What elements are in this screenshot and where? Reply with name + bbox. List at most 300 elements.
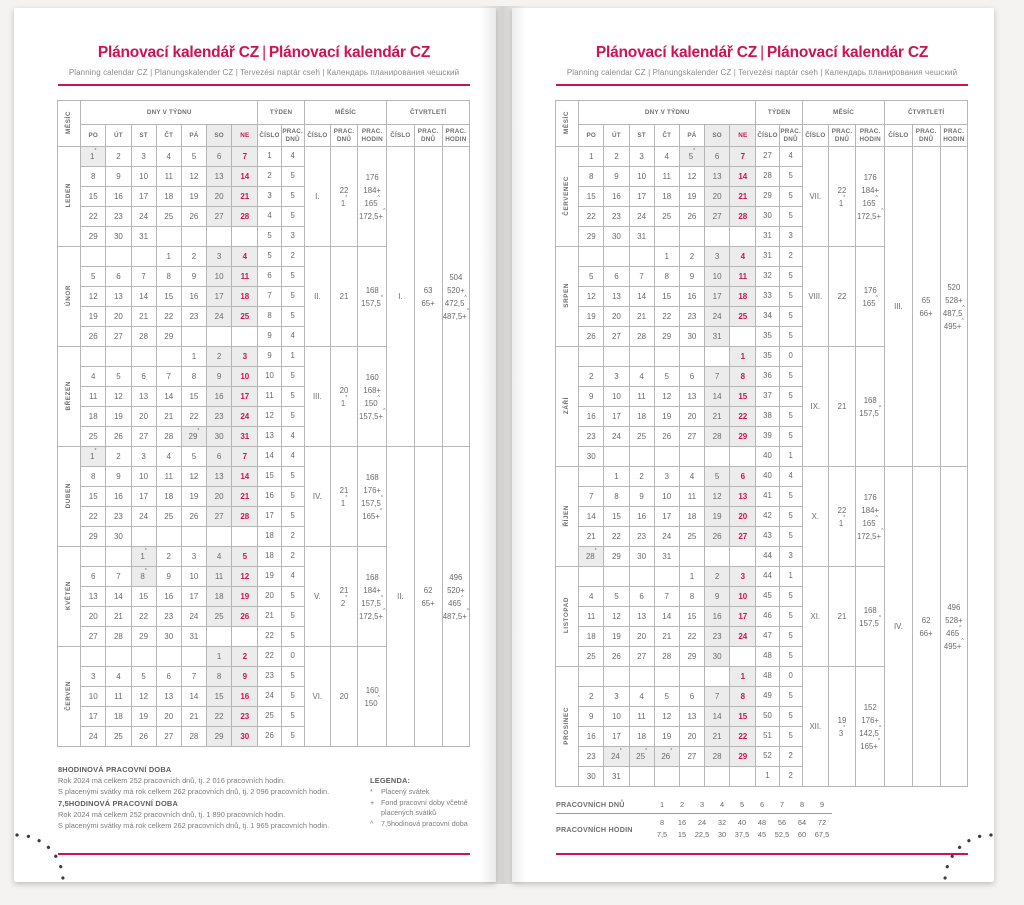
day-cell: 19 — [604, 627, 629, 647]
worktime-texts — [58, 762, 358, 830]
week-number-cell: 35 — [756, 347, 779, 367]
day-cell: 12 — [654, 707, 679, 727]
day-cell: 14 — [181, 687, 206, 707]
day-cell: 7 — [156, 367, 181, 387]
title-rule — [58, 84, 470, 86]
day-cell — [131, 527, 156, 547]
day-cell — [579, 667, 604, 687]
worktime-8h-title: 8HODINOVÁ PRACOVNÍ DOBA — [58, 765, 172, 774]
day-cell: 30 — [156, 627, 181, 647]
day-cell: 23 — [604, 207, 629, 227]
week-workdays-cell: 5 — [779, 207, 802, 227]
day-cell: 23 — [156, 607, 181, 627]
day-cell: 9 — [629, 487, 654, 507]
day-cell: 24* — [604, 747, 629, 767]
day-cell: 8 — [181, 367, 206, 387]
week-number-cell: 17 — [258, 507, 281, 527]
day-cell: 23 — [629, 527, 654, 547]
day-cell: 27 — [730, 527, 756, 547]
quarter-hours-cell: 504 520+ 472,5^ 487,5+^ — [442, 147, 469, 447]
day-cell: 19 — [579, 307, 604, 327]
day-cell — [106, 247, 131, 267]
day-cell: 31 — [131, 227, 156, 247]
quarter-hours-cell: 520 528+ 487,5^ 495+^ — [940, 147, 967, 467]
day-cell: 10 — [705, 267, 730, 287]
quarter-number-cell: I. — [387, 147, 414, 447]
day-cell: 1 — [604, 467, 629, 487]
day-header-ST: ST — [131, 125, 156, 147]
day-header-NE: NE — [730, 125, 756, 147]
page-header-left — [58, 44, 470, 86]
col-header-month: MĚSÍC — [58, 101, 81, 147]
week-workdays-cell: 5 — [779, 587, 802, 607]
quarter-hours-header: PRAC. HODIN — [442, 125, 469, 147]
week-number-cell: 26 — [258, 727, 281, 747]
day-cell: 10 — [131, 467, 156, 487]
day-cell: 1 — [579, 147, 604, 167]
day-cell — [181, 227, 206, 247]
day-cell — [81, 547, 106, 567]
day-cell: 13 — [730, 487, 756, 507]
month-number-cell: VIII. — [802, 247, 828, 347]
week-workdays-cell: 5 — [779, 707, 802, 727]
day-cell: 26* — [654, 747, 679, 767]
month-number-cell: VI. — [304, 647, 330, 747]
day-cell — [81, 247, 106, 267]
day-cell: 18 — [579, 627, 604, 647]
month-hours-cell: 152 176+ 142,5^ 165+^ — [856, 667, 885, 787]
day-cell: 12 — [705, 487, 730, 507]
day-cell — [106, 347, 131, 367]
week-workdays-cell: 5 — [281, 407, 304, 427]
day-cell — [679, 767, 704, 787]
week-number-cell: 29 — [756, 187, 779, 207]
quarter-workdays-cell: 62 66+ — [912, 467, 940, 787]
day-cell: 11 — [629, 387, 654, 407]
day-cell — [629, 567, 654, 587]
day-cell: 29 — [207, 727, 232, 747]
day-cell: 8 — [579, 167, 604, 187]
day-cell: 13 — [106, 287, 131, 307]
workhours-75h-value: 7,5 — [656, 830, 668, 839]
quarter-number-cell: II. — [387, 447, 414, 747]
week-number-cell: 1 — [756, 767, 779, 787]
day-cell: 31 — [181, 627, 206, 647]
day-cell — [679, 227, 704, 247]
day-cell: 10 — [730, 587, 756, 607]
week-workdays-cell: 4 — [779, 467, 802, 487]
day-cell: 24 — [131, 507, 156, 527]
day-cell: 23 — [679, 307, 704, 327]
day-cell: 5 — [81, 267, 106, 287]
day-cell: 14 — [579, 507, 604, 527]
day-cell — [705, 347, 730, 367]
day-cell: 19 — [232, 587, 258, 607]
quarter-workdays-cell: 63 65+ — [414, 147, 442, 447]
week-number-header: ČÍSLO — [756, 125, 779, 147]
week-number-cell: 48 — [756, 667, 779, 687]
day-cell: 31 — [232, 427, 258, 447]
title-separator: | — [262, 44, 266, 61]
col-header-weekdays: DNY V TÝDNU — [579, 101, 756, 125]
week-workdays-cell: 1 — [779, 567, 802, 587]
day-cell: 6 — [81, 567, 106, 587]
day-cell: 28* — [579, 547, 604, 567]
week-workdays-cell: 4 — [281, 447, 304, 467]
day-cell: 22 — [156, 307, 181, 327]
day-cell — [604, 347, 629, 367]
day-cell: 9 — [705, 587, 730, 607]
day-cell: 7 — [181, 667, 206, 687]
day-cell: 22 — [730, 407, 756, 427]
day-cell: 10 — [629, 167, 654, 187]
week-workdays-cell: 4 — [779, 147, 802, 167]
page-right — [512, 8, 994, 882]
day-cell: 28 — [232, 207, 258, 227]
day-cell — [181, 327, 206, 347]
week-workdays-cell: 5 — [779, 267, 802, 287]
month-name: DUBEN — [58, 447, 81, 547]
day-header-NE: NE — [232, 125, 258, 147]
day-cell: 2 — [232, 647, 258, 667]
week-number-cell: 18 — [258, 547, 281, 567]
week-number-cell: 42 — [756, 507, 779, 527]
day-cell: 15 — [181, 387, 206, 407]
day-cell: 29 — [156, 327, 181, 347]
week-number-cell: 24 — [258, 687, 281, 707]
month-hours-cell: 176 184+ 165^ 172,5+^ — [358, 147, 387, 247]
day-header-ČT: ČT — [156, 125, 181, 147]
day-cell: 8 — [730, 687, 756, 707]
day-cell: 24 — [181, 607, 206, 627]
day-cell: 16 — [579, 727, 604, 747]
day-cell: 5 — [181, 447, 206, 467]
day-cell: 6 — [705, 147, 730, 167]
title-czech: Plánovací kalendář CZ — [97, 44, 260, 61]
day-cell: 12 — [106, 387, 131, 407]
col-header-month-group: MĚSÍC — [802, 101, 885, 125]
day-cell: 19 — [705, 507, 730, 527]
month-name: BŘEZEN — [58, 347, 81, 447]
day-cell — [629, 767, 654, 787]
day-cell: 26 — [579, 327, 604, 347]
week-number-cell: 45 — [756, 587, 779, 607]
week-workdays-cell: 5 — [281, 667, 304, 687]
month-hours-cell: 176 165^ — [856, 247, 885, 347]
day-cell: 6 — [629, 587, 654, 607]
week-workdays-cell: 5 — [779, 487, 802, 507]
day-cell — [232, 527, 258, 547]
day-cell: 30 — [579, 767, 604, 787]
day-cell: 6 — [679, 687, 704, 707]
workdays-count: 4 — [712, 798, 732, 814]
day-cell — [705, 227, 730, 247]
day-cell: 9 — [181, 267, 206, 287]
day-cell: 29 — [131, 627, 156, 647]
day-cell: 3 — [207, 247, 232, 267]
month-workdays-cell: 21 — [828, 567, 855, 667]
week-workdays-cell: 1 — [281, 347, 304, 367]
month-name: ČERVEN — [58, 647, 81, 747]
day-cell: 25* — [629, 747, 654, 767]
day-cell: 17 — [705, 287, 730, 307]
day-cell — [654, 447, 679, 467]
week-workdays-cell: 4 — [281, 427, 304, 447]
day-cell: 17 — [131, 487, 156, 507]
day-cell: 20 — [629, 627, 654, 647]
legend-item — [370, 798, 470, 817]
col-header-quarter: ČTVRTLETÍ — [387, 101, 470, 125]
month-number-cell: XI. — [802, 567, 828, 667]
day-cell: 16 — [156, 587, 181, 607]
month-number-cell: XII. — [802, 667, 828, 787]
week-workdays-cell: 5 — [281, 487, 304, 507]
day-cell: 16 — [106, 487, 131, 507]
day-cell: 26 — [181, 507, 206, 527]
week-row — [58, 447, 470, 467]
workhours-75h-value: 22,5 — [694, 830, 710, 839]
day-cell: 11 — [156, 167, 181, 187]
day-cell: 30 — [579, 447, 604, 467]
day-cell — [579, 347, 604, 367]
day-cell: 2 — [106, 447, 131, 467]
week-workdays-cell: 5 — [779, 527, 802, 547]
day-cell: 16 — [604, 187, 629, 207]
day-cell: 7 — [232, 147, 258, 167]
day-cell: 24 — [705, 307, 730, 327]
week-workdays-cell: 5 — [281, 287, 304, 307]
week-workdays-cell: 2 — [779, 247, 802, 267]
day-cell: 26 — [181, 207, 206, 227]
workdays-count: 8 — [792, 798, 812, 814]
week-number-cell: 50 — [756, 707, 779, 727]
day-cell: 21 — [579, 527, 604, 547]
day-cell — [629, 347, 654, 367]
week-workdays-cell: 5 — [281, 607, 304, 627]
week-number-cell: 18 — [258, 527, 281, 547]
day-cell: 15 — [81, 487, 106, 507]
week-number-cell: 21 — [258, 607, 281, 627]
footer-rule — [58, 853, 470, 855]
legend-text: Placený svátek — [381, 787, 430, 796]
day-cell: 16 — [232, 687, 258, 707]
day-cell: 20 — [207, 187, 232, 207]
week-number-cell: 1 — [258, 147, 281, 167]
day-cell: 14 — [730, 167, 756, 187]
day-cell: 17 — [730, 607, 756, 627]
month-workdays-cell: 21 — [330, 247, 357, 347]
day-cell: 21 — [730, 187, 756, 207]
day-cell — [156, 647, 181, 667]
month-hours-cell: 168 157,5^ — [358, 247, 387, 347]
day-cell: 13 — [679, 707, 704, 727]
day-cell: 23 — [579, 427, 604, 447]
day-cell: 18 — [629, 727, 654, 747]
footer-rule — [556, 853, 968, 855]
day-cell: 10 — [232, 367, 258, 387]
day-cell: 14 — [106, 587, 131, 607]
month-number-cell: IX. — [802, 347, 828, 467]
day-cell: 26 — [81, 327, 106, 347]
day-cell: 24 — [81, 727, 106, 747]
day-cell: 23 — [579, 747, 604, 767]
week-number-cell: 8 — [258, 307, 281, 327]
month-workdays-cell: 21 1* — [330, 447, 357, 547]
week-workdays-cell: 3 — [281, 227, 304, 247]
day-cell — [181, 647, 206, 667]
day-cell: 27 — [106, 327, 131, 347]
workdays-count: 3 — [692, 798, 712, 814]
day-cell: 2 — [705, 567, 730, 587]
day-cell: 22 — [131, 607, 156, 627]
day-cell: 23 — [232, 707, 258, 727]
month-number-cell: II. — [304, 247, 330, 347]
week-number-cell: 22 — [258, 647, 281, 667]
week-number-cell: 16 — [258, 487, 281, 507]
week-workdays-cell: 5 — [779, 407, 802, 427]
workhours-75h-value: 60 — [797, 830, 807, 839]
day-cell: 4 — [156, 147, 181, 167]
day-cell — [106, 547, 131, 567]
day-cell: 16 — [181, 287, 206, 307]
day-cell: 8* — [131, 567, 156, 587]
week-workdays-cell: 5 — [281, 187, 304, 207]
week-number-cell: 46 — [756, 607, 779, 627]
day-cell: 27 — [207, 507, 232, 527]
day-cell: 25 — [232, 307, 258, 327]
day-cell: 6 — [207, 147, 232, 167]
corner-perforation-icon — [924, 812, 994, 882]
week-workdays-cell: 5 — [281, 507, 304, 527]
day-cell — [106, 647, 131, 667]
workdays-count: 9 — [812, 798, 832, 814]
day-cell: 5 — [106, 367, 131, 387]
legend — [370, 762, 470, 830]
week-workdays-cell: 3 — [779, 227, 802, 247]
day-cell: 31 — [629, 227, 654, 247]
day-cell: 22 — [579, 207, 604, 227]
day-cell: 26 — [604, 647, 629, 667]
day-cell: 25 — [207, 607, 232, 627]
day-cell — [131, 247, 156, 267]
week-workdays-cell: 5 — [779, 327, 802, 347]
day-cell: 23 — [207, 407, 232, 427]
month-name: ŘÍJEN — [556, 467, 579, 567]
day-cell: 26 — [131, 727, 156, 747]
month-workdays-cell: 22 1* — [828, 467, 855, 567]
day-cell — [679, 347, 704, 367]
quarter-hours-cell: 496 520+ 465^ 487,5+^ — [442, 447, 469, 747]
week-workdays-cell: 5 — [281, 467, 304, 487]
day-cell: 8 — [654, 267, 679, 287]
day-cell: 29 — [81, 227, 106, 247]
month-name: LEDEN — [58, 147, 81, 247]
week-number-cell: 3 — [258, 187, 281, 207]
day-cell: 7 — [579, 487, 604, 507]
day-cell — [629, 667, 654, 687]
legend-symbol: * — [370, 787, 373, 796]
workdays-count: 7 — [772, 798, 792, 814]
day-header-ST: ST — [629, 125, 654, 147]
day-cell: 18 — [232, 287, 258, 307]
week-number-cell: 27 — [756, 147, 779, 167]
quarter-number-header: ČÍSLO — [387, 125, 414, 147]
week-number-cell: 31 — [756, 247, 779, 267]
week-workdays-cell: 5 — [281, 627, 304, 647]
day-cell: 11 — [629, 707, 654, 727]
day-cell: 20 — [207, 487, 232, 507]
day-cell: 5 — [705, 467, 730, 487]
workhours-8h-value: 32 — [717, 818, 727, 827]
day-cell: 21 — [232, 187, 258, 207]
day-cell: 21 — [654, 627, 679, 647]
day-cell: 23 — [106, 207, 131, 227]
week-workdays-cell: 5 — [281, 367, 304, 387]
day-cell — [207, 227, 232, 247]
day-header-SO: SO — [207, 125, 232, 147]
day-cell: 1* — [81, 447, 106, 467]
day-cell: 30 — [106, 527, 131, 547]
week-number-cell: 5 — [258, 227, 281, 247]
day-cell: 8 — [679, 587, 704, 607]
week-workdays-cell: 2 — [281, 247, 304, 267]
month-workdays-cell: 22 1* — [828, 147, 855, 247]
day-cell: 15 — [730, 707, 756, 727]
day-cell: 3 — [705, 247, 730, 267]
day-cell — [730, 647, 756, 667]
day-cell: 21 — [629, 307, 654, 327]
day-cell: 5 — [181, 147, 206, 167]
month-name: KVĚTEN — [58, 547, 81, 647]
week-workdays-cell: 4 — [281, 567, 304, 587]
day-cell: 22 — [654, 307, 679, 327]
quarter-workdays-cell: 65 66+ — [912, 147, 940, 467]
day-cell: 28 — [156, 427, 181, 447]
week-number-cell: 35 — [756, 327, 779, 347]
month-hours-cell: 160 168+ 150^ 157,5+^ — [358, 347, 387, 447]
day-cell: 29* — [181, 427, 206, 447]
page-title — [58, 44, 470, 62]
worktime-summary — [58, 762, 470, 830]
calendar-table-second-half — [555, 100, 968, 787]
day-cell: 29 — [730, 747, 756, 767]
day-cell: 19 — [81, 307, 106, 327]
day-cell — [156, 347, 181, 367]
day-cell: 19 — [679, 187, 704, 207]
day-header-PÁ: PÁ — [181, 125, 206, 147]
month-workdays-cell: 20 1* — [330, 347, 357, 447]
day-cell: 18 — [81, 407, 106, 427]
day-cell — [181, 527, 206, 547]
workdays-count: 1 — [652, 798, 672, 814]
workhours-8h-value: 56 — [777, 818, 787, 827]
day-cell — [730, 327, 756, 347]
day-cell: 13 — [207, 467, 232, 487]
day-cell: 24 — [604, 427, 629, 447]
day-cell: 1 — [730, 667, 756, 687]
day-cell: 4 — [81, 367, 106, 387]
month-workdays-cell: 19 3* — [828, 667, 855, 787]
day-cell: 2 — [629, 467, 654, 487]
day-cell: 25 — [156, 207, 181, 227]
week-number-cell: 19 — [258, 567, 281, 587]
day-cell: 1 — [181, 347, 206, 367]
day-cell: 1 — [207, 647, 232, 667]
day-cell: 25 — [106, 727, 131, 747]
day-cell: 3 — [604, 367, 629, 387]
day-cell: 23 — [106, 507, 131, 527]
day-cell: 17 — [604, 407, 629, 427]
